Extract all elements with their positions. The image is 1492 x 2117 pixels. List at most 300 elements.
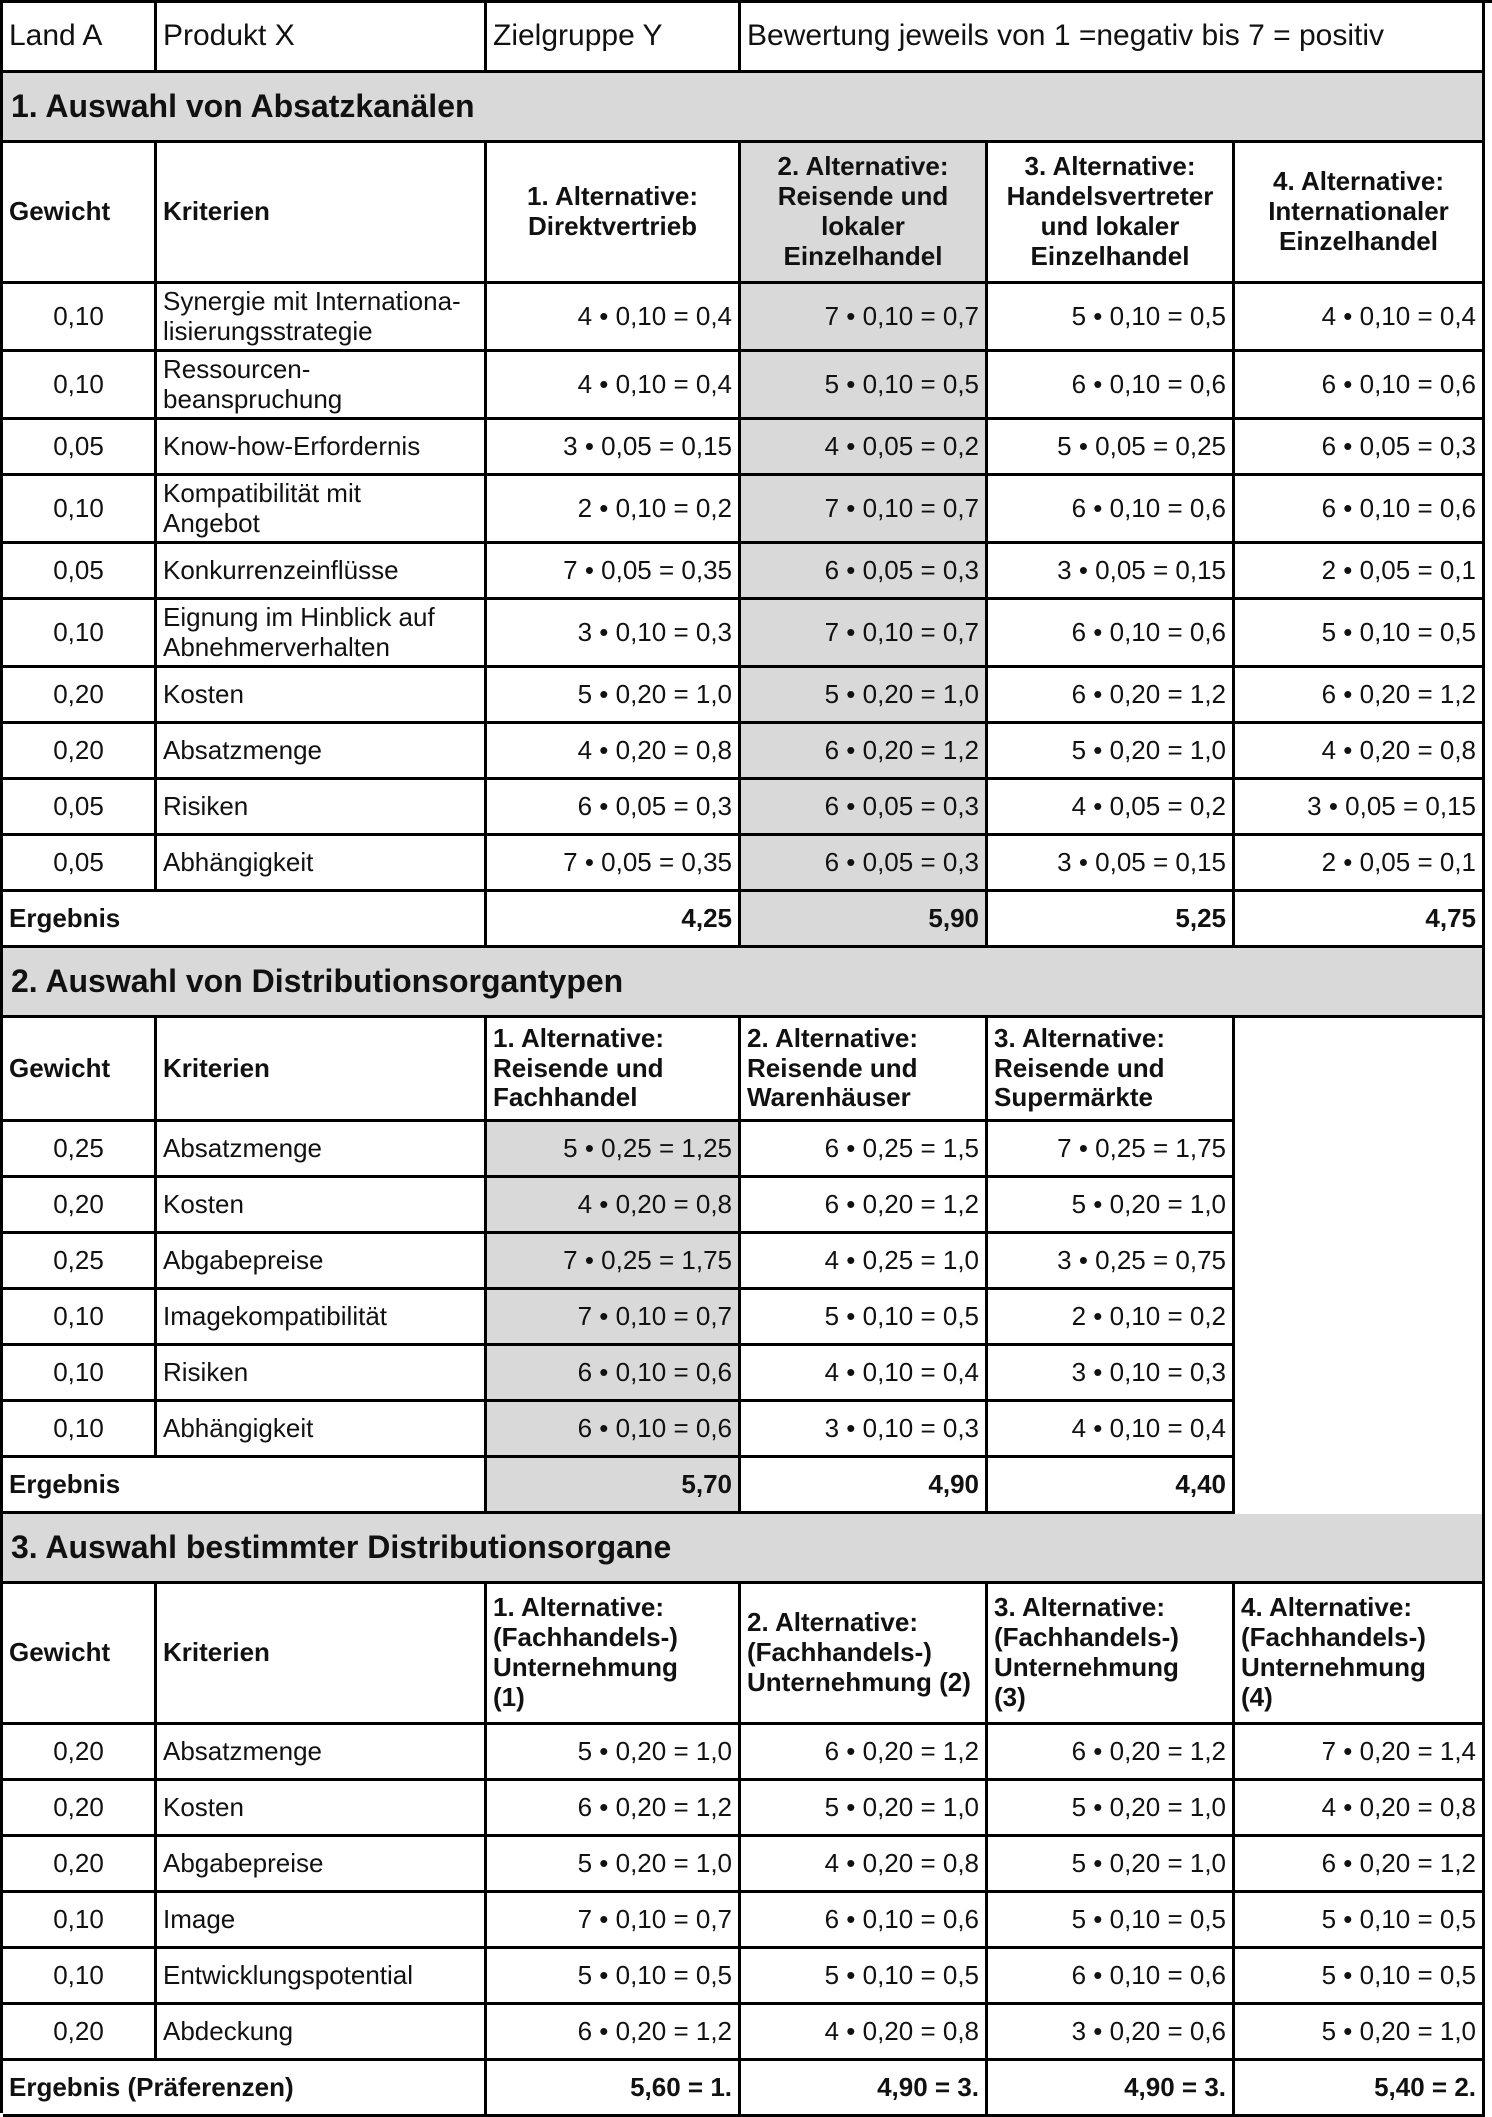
s2-criterion-text: Abhängigkeit: [163, 1412, 314, 1443]
s3-alternative-3-header: [988, 1584, 1235, 1725]
s1-criterion-text: Synergie mit Internationa- lisierungsstrategie: [163, 285, 461, 346]
s2-criterion-text: Risiken: [163, 1356, 249, 1387]
s1-score-alt-1-text: 4 • 0,10 = 0,4: [577, 300, 732, 331]
s1-alternative-2-header-text: 2. Alternative: Reisende und lokaler Einzelhandel: [777, 151, 949, 271]
s3-score-alt-2-text: 6 • 0,20 = 1,2: [824, 1735, 979, 1766]
s2-score-alt-2-text: 4 • 0,10 = 0,4: [824, 1356, 979, 1387]
s2-criterion: [157, 1290, 487, 1346]
s3-score-alt-4: [1235, 1837, 1485, 1893]
s1-score-alt-1: [487, 476, 741, 544]
s1-score-alt-1-text: 2 • 0,10 = 0,2: [577, 492, 732, 523]
s3-score-alt-4: [1235, 1725, 1485, 1781]
s3-score-alt-2: [741, 1837, 988, 1893]
s1-criterion-text: Know-how-Erfordernis: [163, 430, 421, 461]
s3-score-alt-2-text: 5 • 0,10 = 0,5: [824, 1959, 979, 1990]
s2-score-alt-3-text: 3 • 0,10 = 0,3: [1071, 1356, 1226, 1387]
s1-score-alt-3-text: 6 • 0,20 = 1,2: [1071, 678, 1226, 709]
s2-score-alt-1-text: 6 • 0,10 = 0,6: [577, 1412, 732, 1443]
s1-score-alt-2-text: 7 • 0,10 = 0,7: [824, 300, 979, 331]
s2-ergebnis-alt-1: [487, 1458, 741, 1514]
s1-criterion: [157, 780, 487, 836]
s1-weight-text: 0,20: [53, 734, 104, 765]
s1-weight-text: 0,05: [53, 846, 104, 877]
s1-criterion-text: Kompatibilität mit Angebot: [163, 477, 361, 538]
s3-criterion-text: Entwicklungspotential: [163, 1959, 414, 1990]
s1-score-alt-4-text: 4 • 0,20 = 0,8: [1321, 734, 1476, 765]
s2-gewicht-header: [3, 1018, 157, 1122]
s2-criterion-text: Kosten: [163, 1188, 244, 1219]
s2-alternative-3-header-text: 3. Alternative: Reisende und Supermärkte: [994, 1022, 1165, 1113]
s1-score-alt-4-text: 4 • 0,10 = 0,4: [1321, 300, 1476, 331]
s2-empty-cell: [1235, 1178, 1485, 1234]
s1-weight: [3, 420, 157, 476]
s1-alternative-2-header: [741, 143, 988, 284]
s3-ergebnis-alt-4-text: 5,40 = 2.: [1374, 2071, 1476, 2102]
s1-criterion: [157, 352, 487, 420]
s3-criterion-text: Abgabepreise: [163, 1847, 324, 1878]
s3-weight-text: 0,10: [53, 1903, 104, 1934]
s1-ergebnis-alt-3-text: 5,25: [1175, 902, 1226, 933]
s2-weight-text: 0,10: [53, 1412, 104, 1443]
s1-score-alt-1: [487, 352, 741, 420]
s2-score-alt-3: [988, 1234, 1235, 1290]
s1-score-alt-1: [487, 724, 741, 780]
s1-weight: [3, 780, 157, 836]
s3-score-alt-1-text: 5 • 0,10 = 0,5: [577, 1959, 732, 1990]
s1-score-alt-3: [988, 476, 1235, 544]
s1-score-alt-3-text: 6 • 0,10 = 0,6: [1071, 616, 1226, 647]
s1-score-alt-3: [988, 420, 1235, 476]
header-bewertung: [741, 3, 1485, 73]
s1-score-alt-3: [988, 724, 1235, 780]
s3-score-alt-3: [988, 1949, 1235, 2005]
s2-score-alt-3: [988, 1346, 1235, 1402]
s3-alternative-1-header: [487, 1584, 741, 1725]
s2-ergebnis-alt-3: [988, 1458, 1235, 1514]
s1-score-alt-3: [988, 780, 1235, 836]
s2-weight: [3, 1290, 157, 1346]
s1-ergebnis-alt-4-text: 4,75: [1425, 902, 1476, 933]
s1-alternative-1-header: [487, 143, 741, 284]
s2-alternative-1-header-text: 1. Alternative: Reisende und Fachhandel: [493, 1022, 664, 1113]
s1-score-alt-3-text: 3 • 0,05 = 0,15: [1057, 846, 1226, 877]
s1-gewicht-header-text: Gewicht: [9, 196, 111, 227]
s1-weight-text: 0,10: [53, 492, 104, 523]
s1-alternative-3-header-text: 3. Alternative: Handelsvertreter und lokaler Einzelhandel: [1006, 151, 1214, 271]
s1-weight: [3, 668, 157, 724]
s1-score-alt-4: [1235, 544, 1485, 600]
s3-score-alt-1-text: 7 • 0,10 = 0,7: [577, 1903, 732, 1934]
s1-score-alt-3-text: 6 • 0,10 = 0,6: [1071, 368, 1226, 399]
s2-alternative-2-header: [741, 1018, 988, 1122]
s2-score-alt-2: [741, 1234, 988, 1290]
s1-score-alt-4-text: 2 • 0,05 = 0,1: [1321, 846, 1476, 877]
s2-weight-text: 0,10: [53, 1300, 104, 1331]
s3-score-alt-4: [1235, 1949, 1485, 2005]
s2-ergebnis-label-text: Ergebnis: [9, 1468, 121, 1499]
s3-alternative-4-header: [1235, 1584, 1485, 1725]
s1-weight-text: 0,05: [53, 554, 104, 585]
s2-weight: [3, 1402, 157, 1458]
s1-criterion-text: Abhängigkeit: [163, 846, 314, 877]
s1-title: [3, 73, 1485, 143]
s2-score-alt-1: [487, 1346, 741, 1402]
s3-ergebnis-alt-2: [741, 2061, 988, 2117]
s1-score-alt-1-text: 7 • 0,05 = 0,35: [563, 554, 732, 585]
header-land-text: Land A: [9, 19, 103, 53]
s3-gewicht-header: [3, 1584, 157, 1725]
s2-alternative-1-header: [487, 1018, 741, 1122]
s2-criterion: [157, 1234, 487, 1290]
s2-empty-header-4: [1235, 1018, 1485, 1122]
s1-criterion: [157, 836, 487, 892]
s3-score-alt-1: [487, 1837, 741, 1893]
s2-gewicht-header-text: Gewicht: [9, 1052, 111, 1083]
s3-score-alt-1: [487, 1949, 741, 2005]
s3-weight: [3, 1949, 157, 2005]
s2-score-alt-2: [741, 1346, 988, 1402]
s1-score-alt-3: [988, 668, 1235, 724]
s2-weight: [3, 1346, 157, 1402]
s1-score-alt-2: [741, 352, 988, 420]
s1-weight-text: 0,10: [53, 300, 104, 331]
s3-score-alt-1-text: 5 • 0,20 = 1,0: [577, 1735, 732, 1766]
s1-score-alt-2-text: 6 • 0,05 = 0,3: [824, 846, 979, 877]
s2-score-alt-1: [487, 1402, 741, 1458]
s2-weight-text: 0,25: [53, 1132, 104, 1163]
s3-criterion-text: Kosten: [163, 1791, 244, 1822]
s1-score-alt-4-text: 6 • 0,05 = 0,3: [1321, 430, 1476, 461]
s1-weight: [3, 352, 157, 420]
s1-score-alt-1: [487, 600, 741, 668]
s3-alternative-1-header-text: 1. Alternative: (Fachhandels-) Unternehmung (1): [493, 1592, 678, 1712]
s3-score-alt-2-text: 4 • 0,20 = 0,8: [824, 1847, 979, 1878]
s3-score-alt-2: [741, 2005, 988, 2061]
s1-score-alt-4: [1235, 724, 1485, 780]
s1-score-alt-2-text: 6 • 0,05 = 0,3: [824, 790, 979, 821]
s3-score-alt-1: [487, 1725, 741, 1781]
s3-score-alt-2: [741, 1725, 988, 1781]
s1-score-alt-1-text: 6 • 0,05 = 0,3: [577, 790, 732, 821]
s1-alternative-3-header: [988, 143, 1235, 284]
s3-score-alt-1-text: 5 • 0,20 = 1,0: [577, 1847, 732, 1878]
s1-score-alt-1: [487, 284, 741, 352]
s3-ergebnis-label: [3, 2061, 487, 2117]
s1-criterion: [157, 420, 487, 476]
s1-score-alt-4-text: 6 • 0,20 = 1,2: [1321, 678, 1476, 709]
header-zielgruppe: [487, 3, 741, 73]
s1-score-alt-1-text: 5 • 0,20 = 1,0: [577, 678, 732, 709]
s3-alternative-2-header-text: 2. Alternative: (Fachhandels-) Unternehmung (2): [747, 1607, 971, 1697]
s3-criterion: [157, 1949, 487, 2005]
s1-criterion: [157, 284, 487, 352]
s1-score-alt-2: [741, 600, 988, 668]
s1-criterion-text: Risiken: [163, 790, 249, 821]
s3-ergebnis-alt-1-text: 5,60 = 1.: [630, 2071, 732, 2102]
s2-score-alt-1-text: 7 • 0,25 = 1,75: [563, 1244, 732, 1275]
s1-score-alt-3-text: 6 • 0,10 = 0,6: [1071, 492, 1226, 523]
s1-score-alt-2: [741, 476, 988, 544]
s2-weight: [3, 1234, 157, 1290]
s1-score-alt-2-text: 5 • 0,10 = 0,5: [824, 368, 979, 399]
s2-criterion-text: Abgabepreise: [163, 1244, 324, 1275]
s1-score-alt-3: [988, 544, 1235, 600]
s1-alternative-4-header-text: 4. Alternative: Internationaler Einzelhandel: [1268, 166, 1449, 256]
s3-kriterien-header: [157, 1584, 487, 1725]
s3-weight-text: 0,20: [53, 1847, 104, 1878]
s2-ergebnis-label: [3, 1458, 487, 1514]
s3-alternative-3-header-text: 3. Alternative: (Fachhandels-) Unternehmung (3): [994, 1592, 1179, 1712]
s1-score-alt-4-text: 6 • 0,10 = 0,6: [1321, 368, 1476, 399]
s1-ergebnis-label-text: Ergebnis: [9, 902, 121, 933]
s1-weight: [3, 476, 157, 544]
s1-score-alt-2-text: 6 • 0,05 = 0,3: [824, 554, 979, 585]
s1-score-alt-3: [988, 600, 1235, 668]
s1-score-alt-3-text: 3 • 0,05 = 0,15: [1057, 554, 1226, 585]
s3-score-alt-1-text: 6 • 0,20 = 1,2: [577, 1791, 732, 1822]
header-zielgruppe-text: Zielgruppe Y: [493, 19, 663, 53]
s3-score-alt-1: [487, 1781, 741, 1837]
s1-score-alt-3: [988, 836, 1235, 892]
s1-score-alt-4: [1235, 352, 1485, 420]
s3-weight-text: 0,10: [53, 1959, 104, 1990]
s1-score-alt-4-text: 3 • 0,05 = 0,15: [1307, 790, 1476, 821]
s2-score-alt-3: [988, 1122, 1235, 1178]
s3-criterion-text: Abdeckung: [163, 2015, 294, 2046]
s3-score-alt-3: [988, 1837, 1235, 1893]
s2-criterion: [157, 1402, 487, 1458]
s2-criterion-text: Imagekompatibilität: [163, 1300, 387, 1331]
s3-score-alt-4-text: 6 • 0,20 = 1,2: [1321, 1847, 1476, 1878]
s1-ergebnis-alt-2: [741, 892, 988, 948]
s1-ergebnis-alt-1: [487, 892, 741, 948]
s3-score-alt-2: [741, 1781, 988, 1837]
s2-score-alt-1: [487, 1290, 741, 1346]
s2-kriterien-header-text: Kriterien: [163, 1052, 270, 1083]
s3-criterion: [157, 1893, 487, 1949]
s2-score-alt-2: [741, 1402, 988, 1458]
s1-criterion-text: Eignung im Hinblick auf Abnehmerverhalten: [163, 601, 435, 662]
s3-score-alt-3: [988, 1893, 1235, 1949]
s2-title-text: 2. Auswahl von Distributionsorgantypen: [11, 963, 624, 1000]
s3-score-alt-3-text: 6 • 0,10 = 0,6: [1071, 1959, 1226, 1990]
s2-score-alt-1-text: 6 • 0,10 = 0,6: [577, 1356, 732, 1387]
s1-weight: [3, 544, 157, 600]
s3-score-alt-4-text: 5 • 0,20 = 1,0: [1321, 2015, 1476, 2046]
s1-weight-text: 0,10: [53, 616, 104, 647]
s2-empty-cell: [1235, 1234, 1485, 1290]
s3-score-alt-2-text: 5 • 0,20 = 1,0: [824, 1791, 979, 1822]
s1-score-alt-4: [1235, 284, 1485, 352]
s1-kriterien-header: [157, 143, 487, 284]
s3-score-alt-2: [741, 1949, 988, 2005]
s1-criterion: [157, 600, 487, 668]
s1-alternative-1-header-text: 1. Alternative: Direktvertrieb: [527, 181, 698, 241]
s1-weight-text: 0,10: [53, 368, 104, 399]
s2-score-alt-3-text: 4 • 0,10 = 0,4: [1071, 1412, 1226, 1443]
s1-criterion-text: Ressourcen- beanspruchung: [163, 353, 343, 414]
s2-empty-cell: [1235, 1122, 1485, 1178]
s3-score-alt-4-text: 7 • 0,20 = 1,4: [1321, 1735, 1476, 1766]
s3-score-alt-4: [1235, 2005, 1485, 2061]
s3-score-alt-3: [988, 1725, 1235, 1781]
s2-ergebnis-alt-3-text: 4,40: [1175, 1468, 1226, 1499]
s3-gewicht-header-text: Gewicht: [9, 1637, 111, 1668]
s1-score-alt-2-text: 7 • 0,10 = 0,7: [824, 616, 979, 647]
s3-ergebnis-label-text: Ergebnis (Präferenzen): [9, 2071, 294, 2102]
s2-weight-text: 0,20: [53, 1188, 104, 1219]
s2-score-alt-1-text: 7 • 0,10 = 0,7: [577, 1300, 732, 1331]
s1-criterion-text: Absatzmenge: [163, 734, 322, 765]
s2-score-alt-3: [988, 1402, 1235, 1458]
s2-score-alt-2: [741, 1290, 988, 1346]
s1-score-alt-1: [487, 780, 741, 836]
s1-weight-text: 0,05: [53, 790, 104, 821]
s3-criterion: [157, 1725, 487, 1781]
s1-weight-text: 0,20: [53, 678, 104, 709]
s1-score-alt-2-text: 6 • 0,20 = 1,2: [824, 734, 979, 765]
s3-weight: [3, 1837, 157, 1893]
s2-empty-cell: [1235, 1290, 1485, 1346]
s1-score-alt-1: [487, 836, 741, 892]
s1-score-alt-1-text: 3 • 0,10 = 0,3: [577, 616, 732, 647]
s1-criterion: [157, 544, 487, 600]
s1-gewicht-header: [3, 143, 157, 284]
s3-score-alt-4-text: 4 • 0,20 = 0,8: [1321, 1791, 1476, 1822]
s1-ergebnis-label: [3, 892, 487, 948]
s1-score-alt-3-text: 5 • 0,10 = 0,5: [1071, 300, 1226, 331]
s1-score-alt-3-text: 5 • 0,05 = 0,25: [1057, 430, 1226, 461]
s1-score-alt-3: [988, 284, 1235, 352]
s2-weight-text: 0,10: [53, 1356, 104, 1387]
s1-score-alt-2-text: 7 • 0,10 = 0,7: [824, 492, 979, 523]
s1-criterion-text: Kosten: [163, 678, 244, 709]
s3-criterion: [157, 2005, 487, 2061]
s3-weight: [3, 2005, 157, 2061]
s2-alternative-2-header-text: 2. Alternative: Reisende und Warenhäuser: [747, 1022, 918, 1113]
s1-ergebnis-alt-2-text: 5,90: [928, 902, 979, 933]
header-produkt-text: Produkt X: [163, 19, 295, 53]
s2-kriterien-header: [157, 1018, 487, 1122]
s1-score-alt-4: [1235, 600, 1485, 668]
s3-score-alt-2-text: 4 • 0,20 = 0,8: [824, 2015, 979, 2046]
s2-empty-cell: [1235, 1402, 1485, 1458]
s2-score-alt-3-text: 5 • 0,20 = 1,0: [1071, 1188, 1226, 1219]
s1-weight: [3, 836, 157, 892]
s1-score-alt-3-text: 5 • 0,20 = 1,0: [1071, 734, 1226, 765]
s1-score-alt-1: [487, 544, 741, 600]
s2-score-alt-2-text: 5 • 0,10 = 0,5: [824, 1300, 979, 1331]
s2-score-alt-3-text: 2 • 0,10 = 0,2: [1071, 1300, 1226, 1331]
s3-score-alt-3-text: 6 • 0,20 = 1,2: [1071, 1735, 1226, 1766]
s3-score-alt-2: [741, 1893, 988, 1949]
s2-score-alt-3-text: 7 • 0,25 = 1,75: [1057, 1132, 1226, 1163]
s2-score-alt-2-text: 6 • 0,25 = 1,5: [824, 1132, 979, 1163]
s1-score-alt-3: [988, 352, 1235, 420]
s3-kriterien-header-text: Kriterien: [163, 1637, 270, 1668]
s1-score-alt-3-text: 4 • 0,05 = 0,2: [1071, 790, 1226, 821]
s3-score-alt-4: [1235, 1781, 1485, 1837]
s1-score-alt-4: [1235, 668, 1485, 724]
s3-score-alt-4: [1235, 1893, 1485, 1949]
s1-ergebnis-alt-1-text: 4,25: [681, 902, 732, 933]
s2-weight-text: 0,25: [53, 1244, 104, 1275]
s2-score-alt-1: [487, 1234, 741, 1290]
s1-title-text: 1. Auswahl von Absatzkanälen: [11, 88, 475, 125]
s1-weight: [3, 600, 157, 668]
s2-criterion-text: Absatzmenge: [163, 1132, 322, 1163]
s3-title-text: 3. Auswahl bestimmter Distributionsorgane: [11, 1529, 672, 1566]
s2-score-alt-2: [741, 1122, 988, 1178]
s2-weight: [3, 1122, 157, 1178]
s1-score-alt-4-text: 2 • 0,05 = 0,1: [1321, 554, 1476, 585]
s3-score-alt-3-text: 3 • 0,20 = 0,6: [1071, 2015, 1226, 2046]
s1-score-alt-1: [487, 668, 741, 724]
s3-criterion: [157, 1837, 487, 1893]
s3-weight-text: 0,20: [53, 1791, 104, 1822]
s1-weight: [3, 284, 157, 352]
s1-score-alt-2: [741, 724, 988, 780]
header-produkt: [157, 3, 487, 73]
s3-score-alt-3-text: 5 • 0,10 = 0,5: [1071, 1903, 1226, 1934]
s1-ergebnis-alt-3: [988, 892, 1235, 948]
s2-criterion: [157, 1178, 487, 1234]
s1-alternative-4-header: [1235, 143, 1485, 284]
s2-alternative-3-header: [988, 1018, 1235, 1122]
s1-score-alt-2: [741, 836, 988, 892]
s1-score-alt-4-text: 5 • 0,10 = 0,5: [1321, 616, 1476, 647]
header-bewertung-text: Bewertung jeweils von 1 =negativ bis 7 = positiv: [747, 19, 1385, 53]
s2-score-alt-1-text: 4 • 0,20 = 0,8: [577, 1188, 732, 1219]
s3-criterion-text: Image: [163, 1903, 236, 1934]
s1-score-alt-4: [1235, 780, 1485, 836]
s2-score-alt-1: [487, 1122, 741, 1178]
s3-ergebnis-alt-3-text: 4,90 = 3.: [1124, 2071, 1226, 2102]
s2-empty-cell: [1235, 1346, 1485, 1402]
s3-ergebnis-alt-3: [988, 2061, 1235, 2117]
s2-score-alt-1: [487, 1178, 741, 1234]
s1-weight: [3, 724, 157, 780]
s1-score-alt-2-text: 5 • 0,20 = 1,0: [824, 678, 979, 709]
s1-criterion: [157, 476, 487, 544]
header-land: [3, 3, 157, 73]
s1-score-alt-4: [1235, 476, 1485, 544]
s1-score-alt-2: [741, 420, 988, 476]
s1-score-alt-1-text: 4 • 0,20 = 0,8: [577, 734, 732, 765]
s1-score-alt-2-text: 4 • 0,05 = 0,2: [824, 430, 979, 461]
s2-score-alt-3: [988, 1290, 1235, 1346]
s1-score-alt-4: [1235, 420, 1485, 476]
s1-ergebnis-alt-4: [1235, 892, 1485, 948]
s2-score-alt-2-text: 4 • 0,25 = 1,0: [824, 1244, 979, 1275]
s1-score-alt-2: [741, 284, 988, 352]
s1-score-alt-1-text: 4 • 0,10 = 0,4: [577, 368, 732, 399]
s3-alternative-2-header: [741, 1584, 988, 1725]
s3-weight: [3, 1725, 157, 1781]
s3-title: [3, 1514, 1485, 1584]
s3-score-alt-4-text: 5 • 0,10 = 0,5: [1321, 1959, 1476, 1990]
s3-score-alt-4-text: 5 • 0,10 = 0,5: [1321, 1903, 1476, 1934]
s3-weight: [3, 1893, 157, 1949]
s3-ergebnis-alt-1: [487, 2061, 741, 2117]
s1-score-alt-1: [487, 420, 741, 476]
s3-score-alt-3: [988, 1781, 1235, 1837]
s1-criterion-text: Konkurrenzeinflüsse: [163, 554, 399, 585]
s2-ergebnis-alt-1-text: 5,70: [681, 1468, 732, 1499]
s2-score-alt-2-text: 6 • 0,20 = 1,2: [824, 1188, 979, 1219]
s1-score-alt-2: [741, 780, 988, 836]
s2-ergebnis-alt-2: [741, 1458, 988, 1514]
